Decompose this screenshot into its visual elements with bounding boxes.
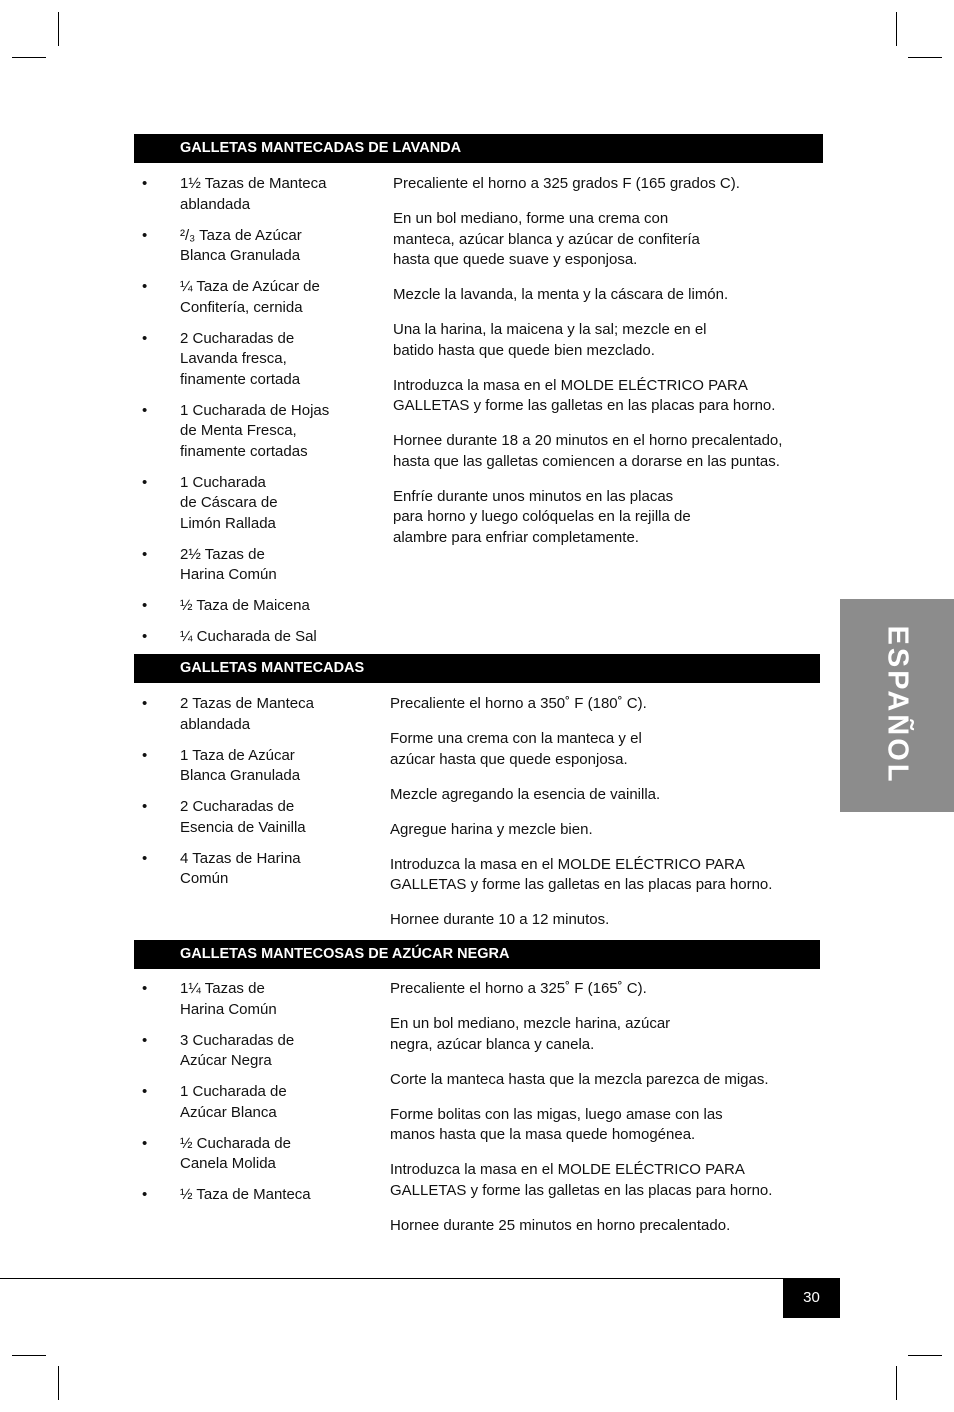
ingredient-item xyxy=(134,329,374,391)
ingredient-list xyxy=(134,174,374,658)
bullet-icon: • xyxy=(142,226,148,244)
step-item: Enfríe durante unos minutos en las placas para horno y luego colóquelas en la rejilla de alambre para enfriar completamente. xyxy=(393,487,691,546)
crop-mark xyxy=(896,12,897,46)
ingredient-text: 1 Cucharada de Cáscara de Limón Rallada xyxy=(180,473,278,532)
step-item: Introduzca la masa en el MOLDE ELÉCTRICO PARA GALLETAS y forme las galletas en las placas para horno. xyxy=(390,1161,773,1199)
ingredient-list xyxy=(134,694,374,900)
bullet-icon: • xyxy=(142,746,148,764)
step-item: Una la harina, la maicena y la sal; mezcle en el batido hasta que quede bien mezclado. xyxy=(393,321,707,359)
ingredient-item xyxy=(134,1082,374,1123)
step-item: Hornee durante 18 a 20 minutos en el horno precalentado, hasta que las galletas comiencen a dorarse en las puntas. xyxy=(393,432,783,470)
recipe-shortbread xyxy=(134,654,820,928)
ingredient-text: 2 Cucharadas de Lavanda fresca, finamente cortada xyxy=(180,329,301,388)
bullet-icon: • xyxy=(142,798,148,815)
step-item: Precaliente el horno a 350˚ F (180˚ C). xyxy=(390,695,647,712)
ingredient-item xyxy=(134,1134,374,1175)
step-item: Mezcle agregando la esencia de vainilla. xyxy=(390,785,661,803)
ingredient-item xyxy=(134,401,374,463)
step-item: Forme una crema con la manteca y el azúcar hasta que quede esponjosa. xyxy=(390,730,642,768)
step-item: En un bol mediano, mezcle harina, azúcar negra, azúcar blanca y canela. xyxy=(390,1015,671,1053)
crop-mark xyxy=(908,57,942,58)
ingredient-item xyxy=(134,797,374,838)
bullet-icon: • xyxy=(142,401,148,419)
recipe-title: GALLETAS MANTECADAS DE LAVANDA xyxy=(180,140,462,156)
ingredient-item xyxy=(134,849,374,890)
ingredient-text: 3 Cucharadas de Azúcar Negra xyxy=(180,1031,295,1069)
bullet-icon: • xyxy=(142,545,148,563)
ingredient-item xyxy=(134,694,374,735)
recipe-title-bar xyxy=(134,134,823,163)
bullet-icon: • xyxy=(142,628,148,645)
ingredient-text: 1¼ Tazas de Harina Común xyxy=(180,980,277,1018)
step-item: Agregue harina y mezcle bien. xyxy=(390,820,593,838)
recipe-title-bar xyxy=(134,940,820,969)
ingredient-text: ¼ Taza de Azúcar de Confitería, cernida xyxy=(180,278,320,316)
step-item: En un bol mediano, forme una crema con manteca, azúcar blanca y azúcar de confitería hasta que quede suave y esponjosa. xyxy=(393,210,700,268)
ingredient-item xyxy=(134,1031,374,1072)
ingredient-text: 1 Cucharada de Hojas de Menta Fresca, finamente cortadas xyxy=(180,401,330,460)
ingredient-item xyxy=(134,545,374,586)
crop-mark xyxy=(908,1355,942,1356)
recipe-title-bar xyxy=(134,654,820,683)
ingredient-item xyxy=(134,627,374,648)
bullet-icon: • xyxy=(142,329,148,347)
crop-mark xyxy=(896,1366,897,1400)
bullet-icon: • xyxy=(142,980,148,997)
ingredient-list xyxy=(134,979,374,1216)
ingredient-text: ½ Taza de Maicena xyxy=(180,597,310,614)
bullet-icon: • xyxy=(142,278,148,295)
recipe-lavender-shortbread xyxy=(134,134,823,645)
ingredient-text: 4 Tazas de Harina Común xyxy=(180,849,301,887)
ingredient-text: 2 Tazas de Manteca ablandada xyxy=(180,695,314,733)
recipe-brown-sugar-shortbread xyxy=(134,940,820,1234)
step-list xyxy=(393,174,823,563)
step-item: Corte la manteca hasta que la mezcla parezca de migas. xyxy=(390,1070,769,1088)
ingredient-item xyxy=(134,277,374,318)
step-item: Introduzca la masa en el MOLDE ELÉCTRICO PARA GALLETAS y forme las galletas en las placas para horno. xyxy=(393,376,776,414)
crop-mark xyxy=(12,57,46,58)
step-item: Hornee durante 10 a 12 minutos. xyxy=(390,911,610,928)
ingredient-text: ¼ Cucharada de Sal xyxy=(180,628,317,645)
recipe-title: GALLETAS MANTECADAS xyxy=(180,660,365,676)
ingredient-text: 2 Cucharadas de Esencia de Vainilla xyxy=(180,798,306,836)
crop-mark xyxy=(58,12,59,46)
ingredient-text: 1½ Tazas de Manteca ablandada xyxy=(180,175,327,213)
step-item: Hornee durante 25 minutos en horno precalentado. xyxy=(390,1216,731,1234)
ingredient-item xyxy=(134,226,374,267)
language-tab xyxy=(840,599,954,812)
bullet-icon: • xyxy=(142,1186,148,1203)
bullet-icon: • xyxy=(142,695,148,712)
bullet-icon: • xyxy=(142,473,148,491)
bullet-icon: • xyxy=(142,1083,148,1100)
ingredient-item xyxy=(134,1185,374,1206)
step-item: Introduzca la masa en el MOLDE ELÉCTRICO PARA GALLETAS y forme las galletas en las placas para horno. xyxy=(390,855,773,893)
bullet-icon: • xyxy=(142,849,148,867)
bullet-icon: • xyxy=(142,1134,148,1152)
crop-mark xyxy=(12,1355,46,1356)
ingredient-item xyxy=(134,174,374,215)
step-item: Mezcle la lavanda, la menta y la cáscara de limón. xyxy=(393,286,729,303)
step-list xyxy=(390,979,820,1251)
step-item: Precaliente el horno a 325˚ F (165˚ C). xyxy=(390,980,647,997)
step-list xyxy=(390,694,820,945)
ingredient-text: 1 Taza de Azúcar Blanca Granulada xyxy=(180,746,301,784)
ingredient-item xyxy=(134,596,374,617)
step-item: Precaliente el horno a 325 grados F (165 grados C). xyxy=(393,175,740,192)
ingredient-item xyxy=(134,473,374,535)
ingredient-text: 1 Cucharada de Azúcar Blanca xyxy=(180,1083,287,1121)
ingredient-text: ½ Cucharada de Canela Molida xyxy=(180,1134,291,1172)
recipe-title: GALLETAS MANTECOSAS DE AZÚCAR NEGRA xyxy=(180,946,510,962)
page-number: 30 xyxy=(783,1278,840,1318)
bullet-icon: • xyxy=(142,1031,148,1049)
ingredient-text: 2½ Tazas de Harina Común xyxy=(180,545,277,583)
footer-rule xyxy=(0,1278,783,1279)
ingredient-text: ½ Taza de Manteca xyxy=(180,1186,311,1203)
language-tab-label: ESPAÑOL xyxy=(881,625,914,785)
ingredient-text: ²/₃ Taza de Azúcar Blanca Granulada xyxy=(180,226,302,264)
bullet-icon: • xyxy=(142,175,148,192)
ingredient-item xyxy=(134,746,374,787)
step-item: Forme bolitas con las migas, luego amase con las manos hasta que la masa quede homogénea. xyxy=(390,1105,723,1143)
ingredient-item xyxy=(134,979,374,1020)
bullet-icon: • xyxy=(142,597,148,614)
crop-mark xyxy=(58,1366,59,1400)
